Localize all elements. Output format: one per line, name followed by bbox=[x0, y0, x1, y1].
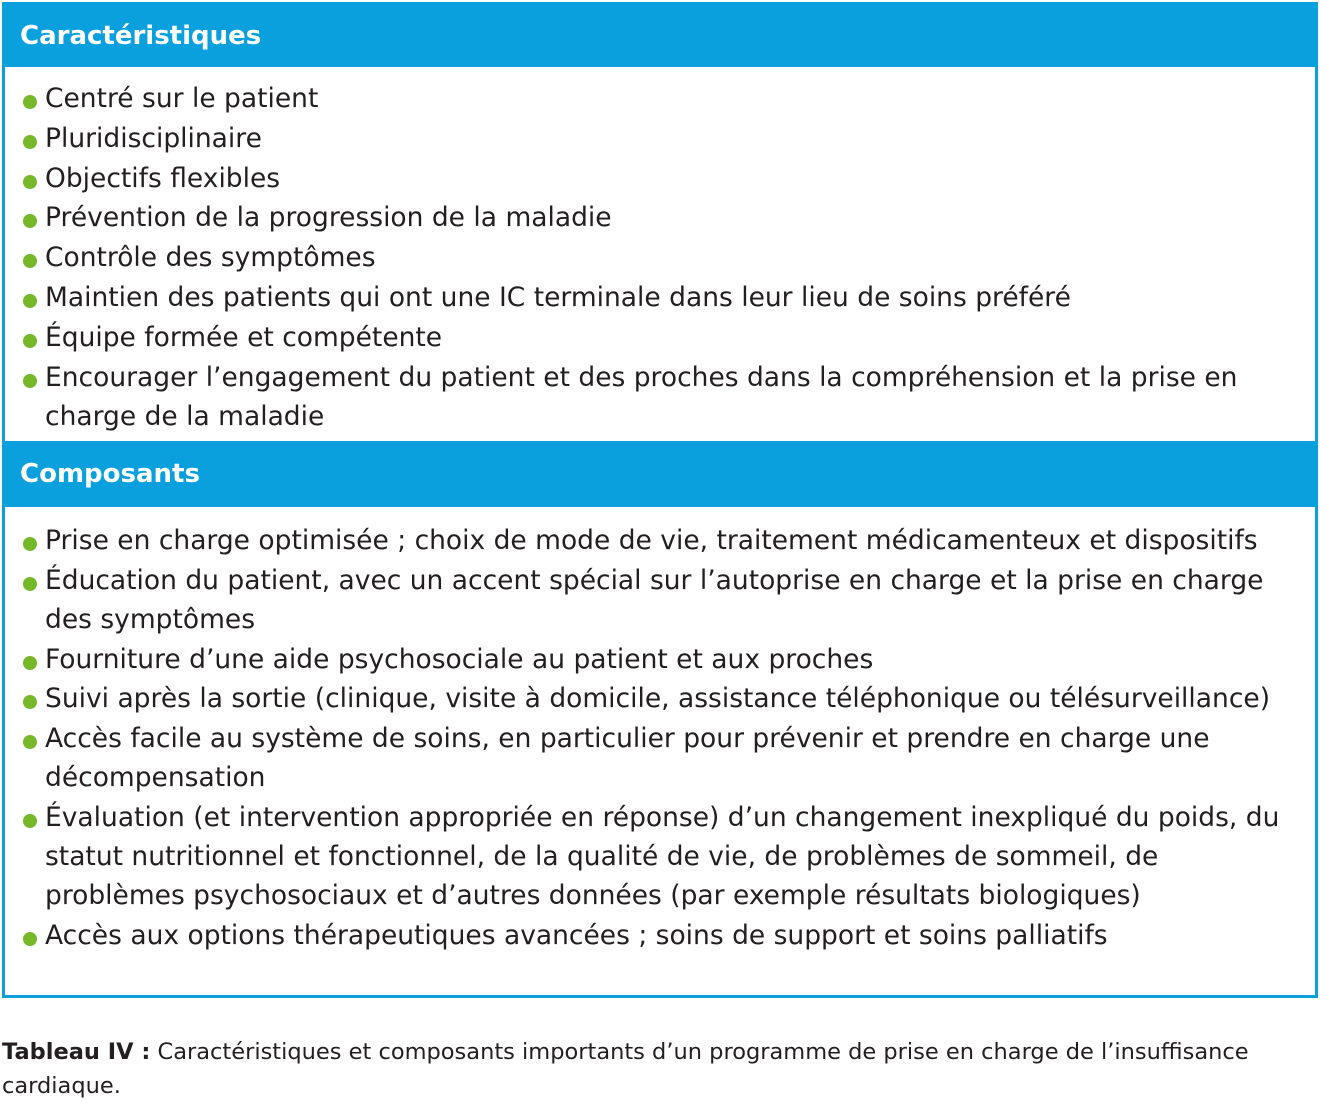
composants-list bbox=[20, 521, 1305, 955]
section-body-composants bbox=[5, 507, 1315, 996]
bullet-icon bbox=[23, 735, 37, 749]
list-item bbox=[20, 238, 1305, 277]
bullet-icon bbox=[23, 334, 37, 348]
list-item bbox=[20, 198, 1305, 237]
table-caption bbox=[2, 1035, 1318, 1103]
list-item bbox=[20, 318, 1305, 357]
section-body-caracteristiques bbox=[5, 67, 1315, 441]
list-item-text: Équipe formée et compétente bbox=[45, 321, 443, 353]
section-title: Caractéristiques bbox=[20, 21, 262, 51]
section-title: Composants bbox=[20, 459, 200, 489]
bullet-icon bbox=[23, 294, 37, 308]
list-item bbox=[20, 278, 1305, 317]
bullet-icon bbox=[23, 695, 37, 709]
list-item bbox=[20, 79, 1305, 118]
list-item bbox=[20, 916, 1305, 955]
list-item bbox=[20, 521, 1305, 560]
bullet-icon bbox=[23, 214, 37, 228]
list-item-text: Accès aux options thérapeutiques avancées ; soins de support et soins palliatifs bbox=[45, 919, 1108, 951]
bullet-icon bbox=[23, 374, 37, 388]
section-header-caracteristiques bbox=[5, 5, 1315, 67]
list-item bbox=[20, 561, 1305, 639]
list-item-text: Maintien des patients qui ont une IC terminale dans leur lieu de soins préféré bbox=[45, 281, 1071, 313]
section-header-composants bbox=[5, 441, 1315, 507]
bullet-icon bbox=[23, 95, 37, 109]
list-item bbox=[20, 679, 1305, 718]
list-item-text: Évaluation (et intervention appropriée en réponse) d’un changement inexpliqué du poids, du statut nutritionnel et fonctionnel, de la qualité de vie, de problèmes de sommeil, de problèmes psychosociaux et d’autres données (par exemple résultats biologiques) bbox=[45, 801, 1280, 911]
bullet-icon bbox=[23, 175, 37, 189]
list-item-text: Centré sur le patient bbox=[45, 83, 319, 114]
characteristics-components-table bbox=[2, 2, 1318, 998]
list-item bbox=[20, 119, 1305, 158]
caracteristiques-list bbox=[20, 79, 1305, 436]
list-item bbox=[20, 719, 1305, 797]
list-item-text: Pluridisciplinaire bbox=[45, 122, 262, 154]
list-item-text: Suivi après la sortie (clinique, visite à domicile, assistance téléphonique ou télésurveillance) bbox=[45, 683, 1271, 715]
list-item-text: Objectifs flexibles bbox=[45, 162, 281, 194]
list-item bbox=[20, 798, 1305, 915]
list-item bbox=[20, 358, 1305, 436]
list-item-text: Éducation du patient, avec un accent spécial sur l’autoprise en charge et la prise en charge des symptômes bbox=[45, 564, 1264, 635]
list-item-text: Fourniture d’une aide psychosociale au patient et aux proches bbox=[45, 643, 874, 675]
bullet-icon bbox=[23, 814, 37, 828]
bullet-icon bbox=[23, 656, 37, 670]
bullet-icon bbox=[23, 537, 37, 551]
bullet-icon bbox=[23, 135, 37, 149]
bullet-icon bbox=[23, 932, 37, 946]
bullet-icon bbox=[23, 577, 37, 591]
bullet-icon bbox=[23, 254, 37, 268]
list-item bbox=[20, 159, 1305, 198]
list-item bbox=[20, 640, 1305, 679]
list-item-text: Prévention de la progression de la maladie bbox=[45, 202, 612, 234]
caption-text: Caractéristiques et composants importants d’un programme de prise en charge de l’insuffisance cardiaque. bbox=[2, 1039, 1249, 1099]
caption-label: Tableau IV : bbox=[2, 1039, 151, 1065]
list-item-text: Accès facile au système de soins, en particulier pour prévenir et prendre en charge une décompensation bbox=[45, 723, 1210, 794]
list-item-text: Prise en charge optimisée ; choix de mode de vie, traitement médicamenteux et dispositifs bbox=[45, 525, 1258, 556]
list-item-text: Encourager l’engagement du patient et des proches dans la compréhension et la prise en charge de la maladie bbox=[45, 361, 1238, 432]
list-item-text: Contrôle des symptômes bbox=[45, 242, 376, 274]
